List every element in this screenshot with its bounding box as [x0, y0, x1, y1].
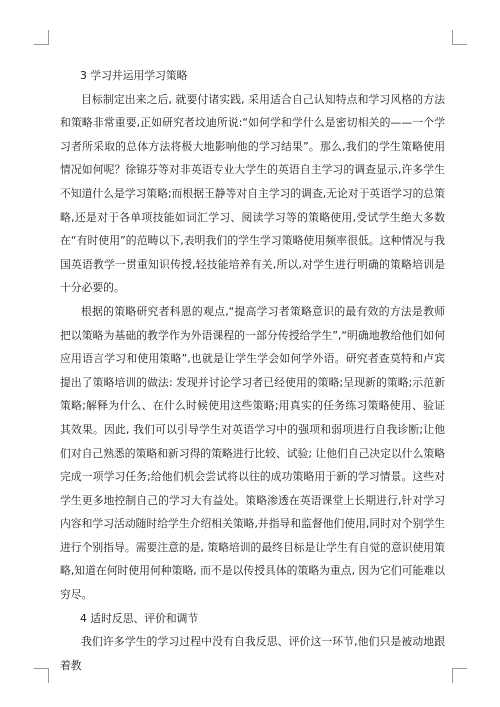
crop-mark-bottom-left	[34, 668, 49, 683]
crop-mark-top-left	[34, 30, 49, 45]
paragraph-strategy-intro: 目标制定出来之后, 就要付诸实践, 采用适合自己认知特点和学习风格的方法和策略非常重要,正如研究者坟迪所说:“如何学和学什么是密切相关的——一个学习者所采取的总体方法将极大地影响他的学习结果”。那么,我们的学生策略使用情况如何呢？徐锦芬等对非英语专业大学生的英语自主学习的调查显示,许多学生不知道什么是学习策略;而根据王静等对自主学习的调查,无论对于英语学习的总策略,还是对于各单项技能如词汇学习、阅读学习等的策略使用,受试学生绝大多数在“有时使用”的范畴以下,表明我们的学生学习策略使用频率很低。这种情况与我国英语教学一贯重知识传授,轻技能培养有关,所以,对学生进行明确的策略培训是十分必要的。	[60, 92, 445, 295]
document-body	[60, 64, 445, 677]
section-heading-3: 3 学习并运用学习策略	[80, 69, 188, 82]
paragraph-reflection: 我们许多学生的学习过程中没有自我反思、评价这一环节,他们只是被动地跟着教	[60, 635, 445, 672]
crop-mark-top-right	[452, 30, 467, 45]
section-heading-4: 4 适时反思、评价和调节	[80, 611, 199, 625]
paragraph-strategy-training: 根据的策略研究者科恩的观点,“提高学习者策略意识的最有效的方法是教师把以策略为基础的教学作为外语课程的一部分传授给学生”,“明确地教给他们如何应用语言学习和使用策略”,也就是让学生学会如何学外语。研究者查莫特和卢宾提出了策略培训的做法: 发现并讨论学习者已经使用的策略;呈现新的策略;示范新策略;解释为什么、在什么时候使用这些策略;用真实的任务练习策略使用、验证其效果。因此, 我们可以引导学生对英语学习中的强项和弱项进行自我诊断;让他们对自己熟悉的策略和新习得的策略进行比较、试验; 让他们自己决定以什么策略完成一项学习任务;给他们机会尝试将以往的成功策略用于新的学习情景。这些对学生更多地控制自己的学习大有益处。策略渗透在英语课堂上长期进行,针对学习内容和学习活动随时给学生介绍相关策略,并指导和监督他们使用,同时对个别学生进行个别指导。需要注意的是, 策略培训的最终目标是让学生有自觉的意识使用策略,知道在何时使用何种策略, 而不是以传授具体的策略为重点, 因为它们可能难以穷尽。	[60, 304, 445, 602]
crop-mark-bottom-right	[452, 668, 467, 683]
